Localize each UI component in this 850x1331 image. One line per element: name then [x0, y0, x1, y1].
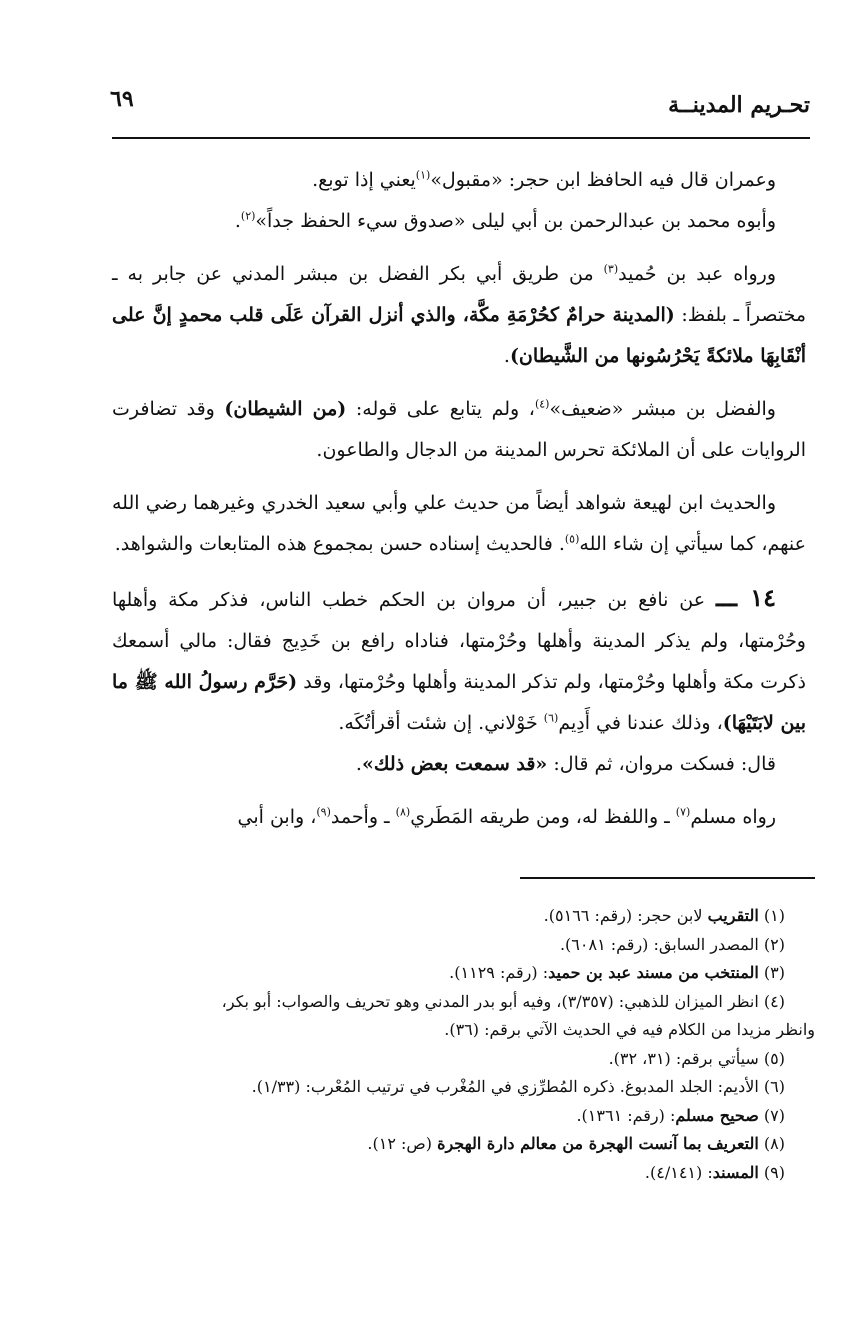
footnote-number: (٧)	[763, 1105, 785, 1125]
footnote-ref-3: (٣)	[603, 262, 619, 276]
footnote	[112, 959, 785, 988]
footnote-number: (٥)	[763, 1048, 785, 1068]
bold-phrase: (من الشيطان)	[224, 398, 347, 420]
footnote-number: (١)	[763, 906, 785, 925]
footnote-text: : (رقم: ١١٢٩).	[449, 963, 549, 982]
text-run: وأبوه محمد بن عبدالرحمن بن أبي ليلى «صدوق سيء الحفظ جداً»	[255, 210, 776, 232]
footnote	[112, 1045, 785, 1074]
footnote-number: (٨)	[763, 1134, 785, 1153]
footnote-ref-4: (٤)	[534, 397, 550, 411]
footnote-source: التعريف بما آنست الهجرة من معالم دارة الهجرة	[437, 1134, 759, 1153]
text-run: ـ واللفظ له، ومن طريقه المَطَري	[410, 806, 670, 828]
text-run: من طريق أبي بكر الفضل بن مبشر المدني عن جابر به ـ مختصراً ـ بلفظ:	[112, 263, 807, 326]
footnote-ref-7: (٧)	[675, 805, 691, 819]
footnote-text: : (رقم: ١٣٦١).	[576, 1105, 676, 1125]
footnote-text: الأديم: الجلد المدبوغ. ذكره المُطرِّزي في المُغْرب في ترتيب المُعْرب: (١/٣٣).	[251, 1077, 759, 1096]
footnote-text: وانظر مزيدا من الكلام فيه في الحديث الآتي برقم: (٣٦).	[444, 1020, 815, 1039]
footnote-source: المسند	[712, 1162, 759, 1182]
page-number: ٦٩	[110, 86, 134, 112]
footnote-number: (٦)	[763, 1077, 785, 1096]
footnote-text: انظر الميزان للذهبي: (٣/٣٥٧)، وفيه أبو بدر المدني وهو تحريف والصواب: أبو بكر،	[221, 991, 759, 1011]
text-run: .	[503, 345, 510, 367]
footnote	[112, 1130, 785, 1159]
footnote-ref-2: (٢)	[240, 209, 256, 223]
footnote-ref-6: (٦)	[543, 711, 559, 725]
text-run: ـ وأحمد	[330, 806, 390, 828]
text-run: وقد تضافرت الروايات على أن الملائكة تحرس المدينة من الدجال والطاعون.	[112, 398, 806, 461]
paragraph-7	[112, 797, 806, 838]
text-run: وعمران قال فيه الحافظ ابن حجر: «مقبول»	[430, 169, 776, 191]
text-run: ، وابن أبي	[237, 806, 317, 828]
main-text	[112, 160, 806, 850]
footnotes	[112, 902, 815, 1187]
footnote-source: المنتخب من مسند عبد بن حميد	[548, 963, 759, 982]
footnote-number: (٣)	[763, 963, 785, 982]
text-run: ورواه عبد بن حُميد	[618, 263, 776, 285]
paragraph-1-line-1	[112, 160, 806, 201]
paragraph-6	[112, 744, 806, 785]
text-run: يعني إذا توبع.	[312, 169, 416, 191]
footnote	[112, 1159, 785, 1188]
hadith-quote: (المدينة حرامٌ كحُرْمَةِ مكَّة، والذي أنزل القرآن عَلَى قلب محمدٍ إنَّ على أنْقَابِهَا ملائكةً يَحْرُسُونها من الشَّيطان)	[112, 304, 806, 367]
text-run: ، وذلك عندنا في أَدِيم	[558, 712, 723, 734]
footnote	[112, 931, 785, 960]
header-rule	[112, 137, 810, 139]
running-title: تحـريم المدينــة	[668, 92, 810, 118]
footnote-number: (٩)	[763, 1162, 785, 1182]
footnote-ref-1: (١)	[415, 168, 431, 182]
footnote-separator	[520, 877, 815, 879]
footnote-source: صحيح مسلم	[675, 1105, 759, 1125]
footnote-ref-5: (٥)	[564, 532, 580, 546]
hadith-14	[112, 577, 806, 744]
text-run: خَوْلاني. إن شئت أقرأتُكَه.	[338, 712, 538, 734]
footnote	[112, 1073, 785, 1102]
text-run: . فالحديث إسناده حسن بمجموع هذه المتابعات والشواهد.	[114, 533, 565, 555]
text-run: ، ولم يتابع على قوله:	[355, 398, 535, 420]
footnote	[112, 1102, 785, 1131]
footnote-text: لابن حجر: (رقم: ٥١٦٦).	[543, 906, 708, 925]
footnote-number: (٢)	[763, 934, 785, 954]
hadith-number: ١٤ ـــ	[715, 583, 776, 612]
text-run: .	[234, 210, 241, 232]
text-run: عن نافع بن جبير، أن مروان بن الحكم خطب الناس، فذكر مكة وأهلها وحُرْمتها، ولم يذكر المدينة وأهلها وحُرْمتها، فناداه رافع بن خَدِيج فقال: مالي أسمعك ذكرت مكة وأهلها وحُرْمتها، ولم تذكر المدينة وأهلها وحُرْمتها، وقد	[112, 589, 806, 693]
footnote-text: : (٤/١٤١).	[644, 1162, 713, 1182]
text-run: .	[355, 753, 362, 775]
bold-phrase: «قد سمعت بعض ذلك»	[361, 753, 548, 775]
paragraph-2	[112, 254, 806, 377]
text-run: رواه مسلم	[690, 806, 776, 828]
footnote-continuation	[112, 1016, 815, 1045]
hadith-quote: (حَرَّم رسولُ الله ﷺ ما بين لابَتَيْهَا)	[112, 671, 806, 734]
footnote-number: (٤)	[763, 991, 785, 1011]
text-run: والحديث ابن لهيعة شواهد أيضاً من حديث علي وأبي سعيد الخدري وغيرهما رضي الله عنهم، كما سيأتي إن شاء الله	[112, 492, 806, 555]
text-run: قال: فسكت مروان، ثم قال:	[553, 753, 776, 775]
page-header	[110, 82, 810, 134]
footnote	[112, 988, 785, 1017]
footnote-text: سيأتي برقم: (٣١، ٣٢).	[608, 1048, 759, 1068]
footnote-ref-8: (٨)	[395, 805, 411, 819]
footnote-text: (ص: ١٢).	[367, 1134, 438, 1153]
paragraph-1-line-2	[112, 201, 806, 242]
paragraph-3	[112, 389, 806, 471]
footnote-ref-9: (٩)	[316, 805, 331, 819]
footnote-text: المصدر السابق: (رقم: ٦٠٨١).	[559, 934, 759, 954]
paragraph-4	[112, 483, 806, 565]
text-run: والفضل بن مبشر «ضعيف»	[549, 398, 776, 420]
footnote	[112, 902, 785, 931]
footnote-source: التقريب	[707, 906, 759, 925]
